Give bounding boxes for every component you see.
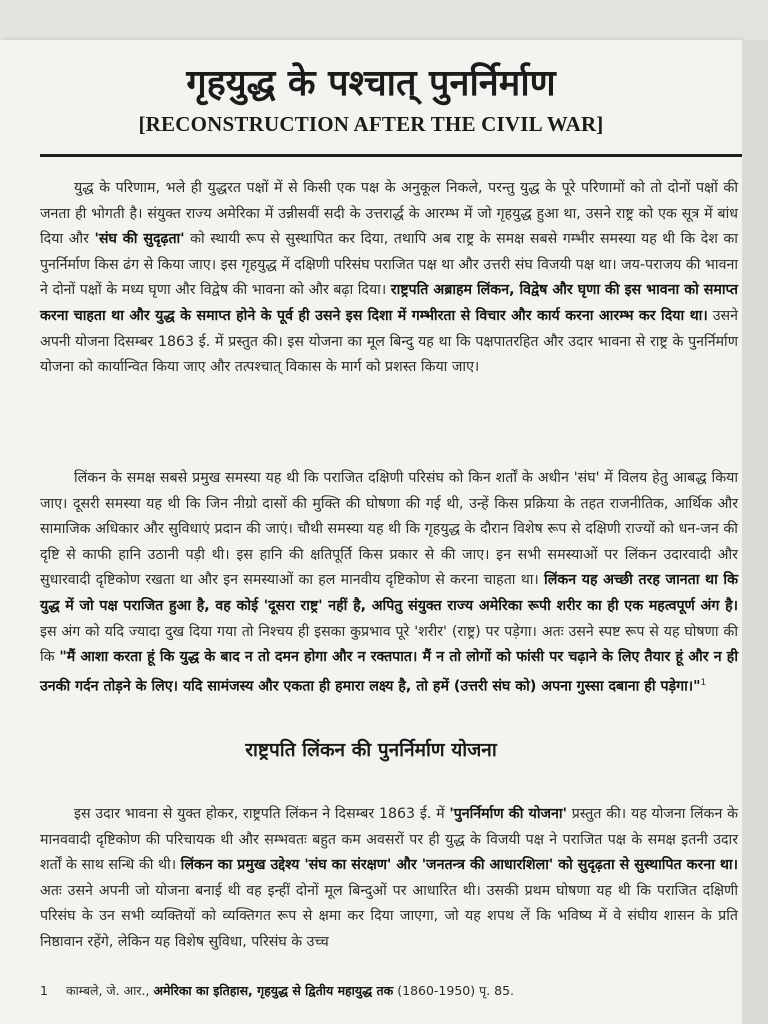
paragraph-2-quote: "मैं आशा करता हूं कि युद्ध के बाद न तो दमन होगा और न रक्तपात। मैं न तो लोगों को फांसी पर चढ़ाने के लिए तैयार हूं और न ही उनकी गर्दन तोड़ने के लिए। यदि सामंजस्य और एकता ही हमारा लक्ष्य है, तो हमें (उत्तरी संघ को) अपना गुस्सा दबाना ही पड़ेगा।"	[40, 649, 738, 695]
section-heading: राष्ट्रपति लिंकन की पुनर्निर्माण योजना	[245, 739, 497, 761]
footnote	[40, 982, 730, 999]
paragraph-2	[40, 466, 738, 700]
paragraph-3-bold-plan: 'पुनर्निर्माण की योजना'	[449, 806, 567, 822]
paragraph-1-text-c: को स्थायी रूप से सुस्थापित कर दिया, तथापि अब राष्ट्र के समक्ष सबसे गम्भीर समस्या यह थी कि देश का पुनर्निर्माण किस ढंग से किया जाए। इस गृहयुद्ध में दक्षिणी परिसंघ पराजित पक्ष था और उत्तरी संघ विजयी पक्ष था। जय-पराजय की भावना ने दोनों पक्षों के मध्य घृणा और विद्वेष की भावना को और बढ़ा दिया।	[40, 231, 738, 299]
paragraph-1-text-e: उसने अपनी योजना दिसम्बर 1863 ई. में प्रस्तुत की। इस योजना का मूल बिन्दु यह था कि पक्षपातरहित और उदार भावना से राष्ट्र के पुनर्निर्माण योजना को कार्यान्वित किया जाए और तत्पश्चात् विकास के मार्ग को प्रशस्त किया जाए।	[40, 307, 738, 376]
paragraph-2-bold-lincoln: लिंकन यह अच्छी तरह जानता था कि युद्ध में जो पक्ष पराजित हुआ है, वह कोई 'दूसरा राष्ट्र' नहीं है, अपितु संयुक्त राज्य अमेरिका रूपी शरीर का ही एक महत्वपूर्ण अंग है।	[40, 572, 738, 614]
chapter-title: गृहयुद्ध के पश्चात् पुनर्निर्माण	[186, 63, 556, 104]
footnote-years: (1860-1950) पृ. 85.	[397, 983, 515, 998]
footnote-author: काम्बले, जे. आर.,	[65, 983, 150, 998]
paragraph-3-text-e: अतः उसने अपनी जो योजना बनाई थी वह इन्हीं दोनों मूल बिन्दुओं पर आधारित थी। उसकी प्रथम घोषणा यह थी कि पराजित दक्षिणी परिसंघ के उन सभी व्यक्तियों को व्यक्तिगत रूप से क्षमा कर दिया जाएगा, जो यह शपथ लें कि भविष्य में वे संघीय शासन के प्रति निष्ठावान रहेंगे, लेकिन यह विशेष सुविधा, परिसंघ के उच्च	[40, 882, 738, 950]
paragraph-3	[40, 802, 738, 956]
book-page	[0, 40, 742, 1024]
paragraph-2-text-a: लिंकन के समक्ष सबसे प्रमुख समस्या यह थी कि पराजित दक्षिणी परिसंघ को किन शर्तों के अधीन 'संघ' में विलय हेतु आबद्ध किया जाए। दूसरी समस्या यह थी कि जिन नीग्रो दासों की मुक्ति की घोषणा की गई थी, उन्हें किस प्रक्रिया के तहत राजनीतिक, आर्थिक और सामाजिक अधिकार और सुविधाएं प्रदान की जाएं। चौथी समस्या यह थी कि गृहयुद्ध के दौरान विशेष रूप से दक्षिणी राज्यों को धन-जन की दृष्टि से काफी हानि उठानी पड़ी थी। इस हानि की क्षतिपूर्ति किस प्रकार से की जाए। इन सभी समस्याओं पर लिंकन उदारवादी और सुधारवादी दृष्टिकोण रखता था और इन समस्याओं का हल मानवीय दृष्टिकोण से करना चाहता था।	[40, 470, 738, 589]
paragraph-2-text-c: इस अंग को यदि ज्यादा दुख दिया गया तो निश्चय ही इसका कुप्रभाव पूरे 'शरीर' (राष्ट्र) पर पड़ेगा। अतः उसने स्पष्ट रूप से यह घोषणा की कि	[40, 623, 738, 666]
paragraph-1-bold-lincoln: राष्ट्रपति अब्राहम लिंकन, विद्वेष और घृणा की इस भावना को समाप्त करना चाहता था और युद्ध के समाप्त होने के पूर्व ही उसने इस दिशा में गम्भीरता से विचार और कार्य करना आरम्भ कर दिया था।	[40, 282, 738, 324]
paragraph-1-bold-sangh: 'संघ की सुदृढ़ता'	[94, 231, 185, 248]
footnote-marker: 1	[700, 677, 707, 688]
page-edge	[742, 40, 768, 1024]
paragraph-3-bold-objective: लिंकन का प्रमुख उद्देश्य 'संघ का संरक्षण' और 'जनतन्त्र की आधारशिला' को सुदृढ़ता से सुस्थापित करना था।	[180, 857, 738, 874]
chapter-subtitle: [RECONSTRUCTION AFTER THE CIVIL WAR]	[138, 112, 604, 136]
paragraph-3-text-c: प्रस्तुत की। यह योजना लिंकन के मानववादी दृष्टिकोण की परिचायक थी और सम्भवतः बहुत कम अवसरों पर ही युद्ध के विजयी पक्ष ने पराजित पक्ष के समक्ष इतनी उदार शर्तों के साथ सन्धि की थी।	[40, 806, 738, 874]
title-divider	[40, 154, 742, 157]
paragraph-3-text-a: इस उदार भावना से युक्त होकर, राष्ट्रपति लिंकन ने दिसम्बर 1863 ई. में	[74, 806, 450, 822]
paragraph-1-text-a: युद्ध के परिणाम, भले ही युद्धरत पक्षों में से किसी एक पक्ष के अनुकूल निकले, परन्तु युद्ध के पूरे परिणामों को तो दोनों पक्षों की जनता ही भोगती है। संयुक्त राज्य अमेरिका में उन्नीसवीं सदी के उत्तरार्द्ध के आरम्भ में जो गृहयुद्ध हुआ था, उसने राष्ट्र को एक सूत्र में बांध दिया और	[40, 180, 738, 248]
footnote-number: 1	[40, 983, 48, 998]
footnote-book: अमेरिका का इतिहास, गृहयुद्ध से द्वितीय महायुद्ध तक	[153, 983, 394, 998]
paragraph-1	[40, 176, 738, 381]
